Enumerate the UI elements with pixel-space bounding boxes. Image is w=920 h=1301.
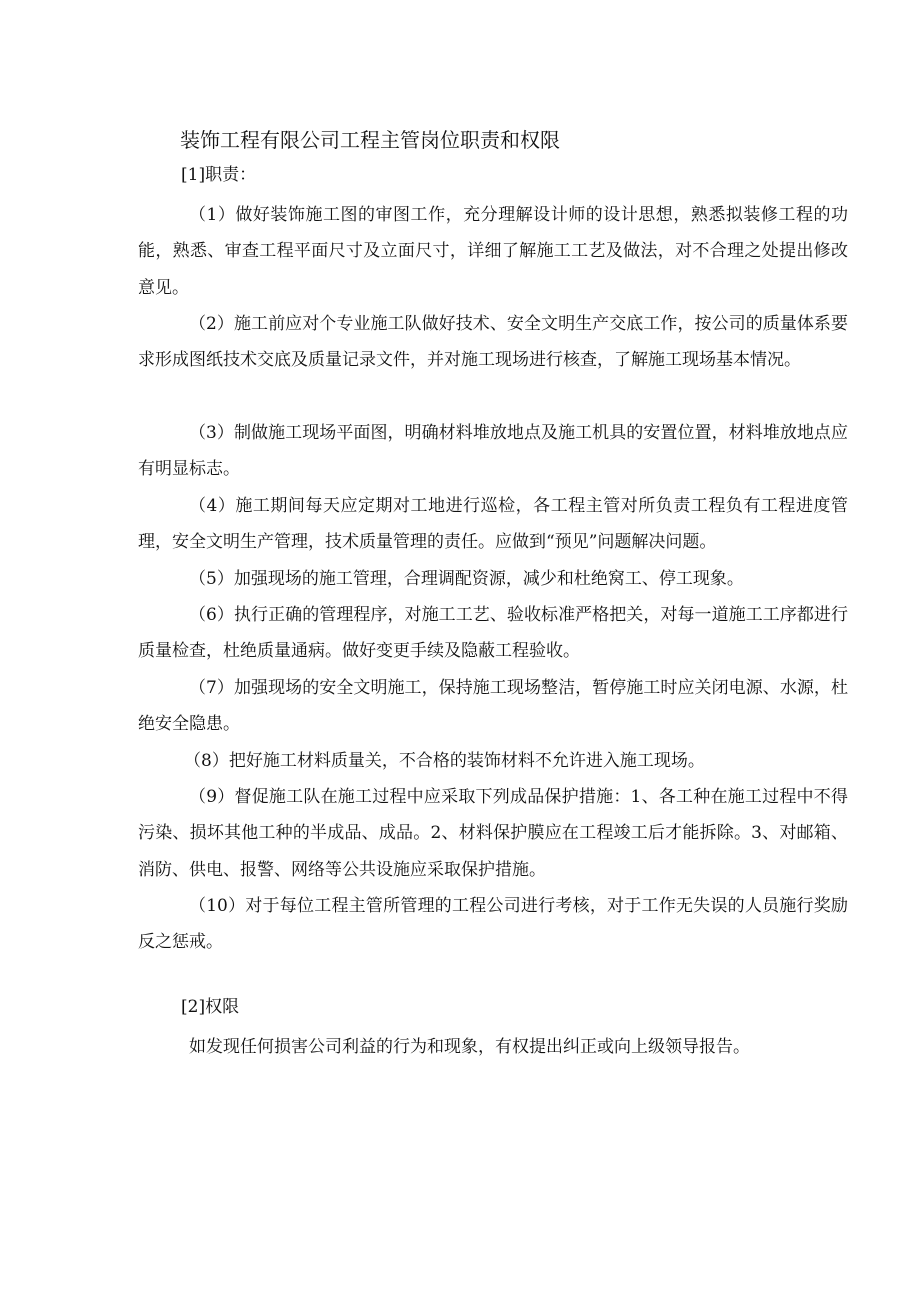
- duty-item-9: （9）督促施工队在施工过程中应采取下列成品保护措施：1、各工种在施工过程中不得污染、损坏其他工种的半成品、成品。2、材料保护膜应在工程竣工后才能拆除。3、对邮箱、消防、供电、报警、网络等公共设施应采取保护措施。: [138, 787, 848, 880]
- duty-item-6: （6）执行正确的管理程序，对施工工艺、验收标准严格把关，对每一道施工工序都进行质量检查，杜绝质量通病。做好变更手续及隐蔽工程验收。: [138, 605, 848, 662]
- duty-item-7: （7）加强现场的安全文明施工，保持施工现场整洁，暂停施工时应关闭电源、水源，杜绝安全隐患。: [138, 678, 848, 735]
- authority-text: 如发现任何损害公司利益的行为和现象，有权提出纠正或向上级领导报告。: [189, 1037, 750, 1057]
- duty-item-1: （1）做好装饰施工图的审图工作，充分理解设计师的设计思想，熟悉拟装修工程的功能，熟悉、审查工程平面尺寸及立面尺寸，详细了解施工工艺及做法，对不合理之处提出修改意见。: [138, 205, 848, 298]
- duty-item-4: （4）施工期间每天应定期对工地进行巡检，各工程主管对所负责工程负有工程进度管理，安全文明生产管理，技术质量管理的责任。应做到“预见”问题解决问题。: [138, 496, 848, 553]
- duty-item-10: （10）对于每位工程主管所管理的工程公司进行考核，对于工作无失误的人员施行奖励反之惩戒。: [138, 896, 848, 953]
- duty-item-3: （3）制做施工现场平面图，明确材料堆放地点及施工机具的安置位置，材料堆放地点应有明显标志。: [138, 423, 848, 480]
- document-title: 装饰工程有限公司工程主管岗位职责和权限: [180, 128, 560, 152]
- duty-item-5: （5）加强现场的施工管理，合理调配资源，减少和杜绝窝工、停工现象。: [189, 569, 744, 589]
- section-heading-duties: [1]职责：: [181, 165, 257, 185]
- duty-item-2: （2）施工前应对个专业施工队做好技术、安全文明生产交底工作，按公司的质量体系要求形成图纸技术交底及质量记录文件，并对施工现场进行核查，了解施工现场基本情况。: [138, 314, 848, 371]
- section-heading-authority: [2]权限: [181, 997, 240, 1017]
- duty-item-8: （8）把好施工材料质量关，不合格的装饰材料不允许进入施工现场。: [184, 751, 705, 771]
